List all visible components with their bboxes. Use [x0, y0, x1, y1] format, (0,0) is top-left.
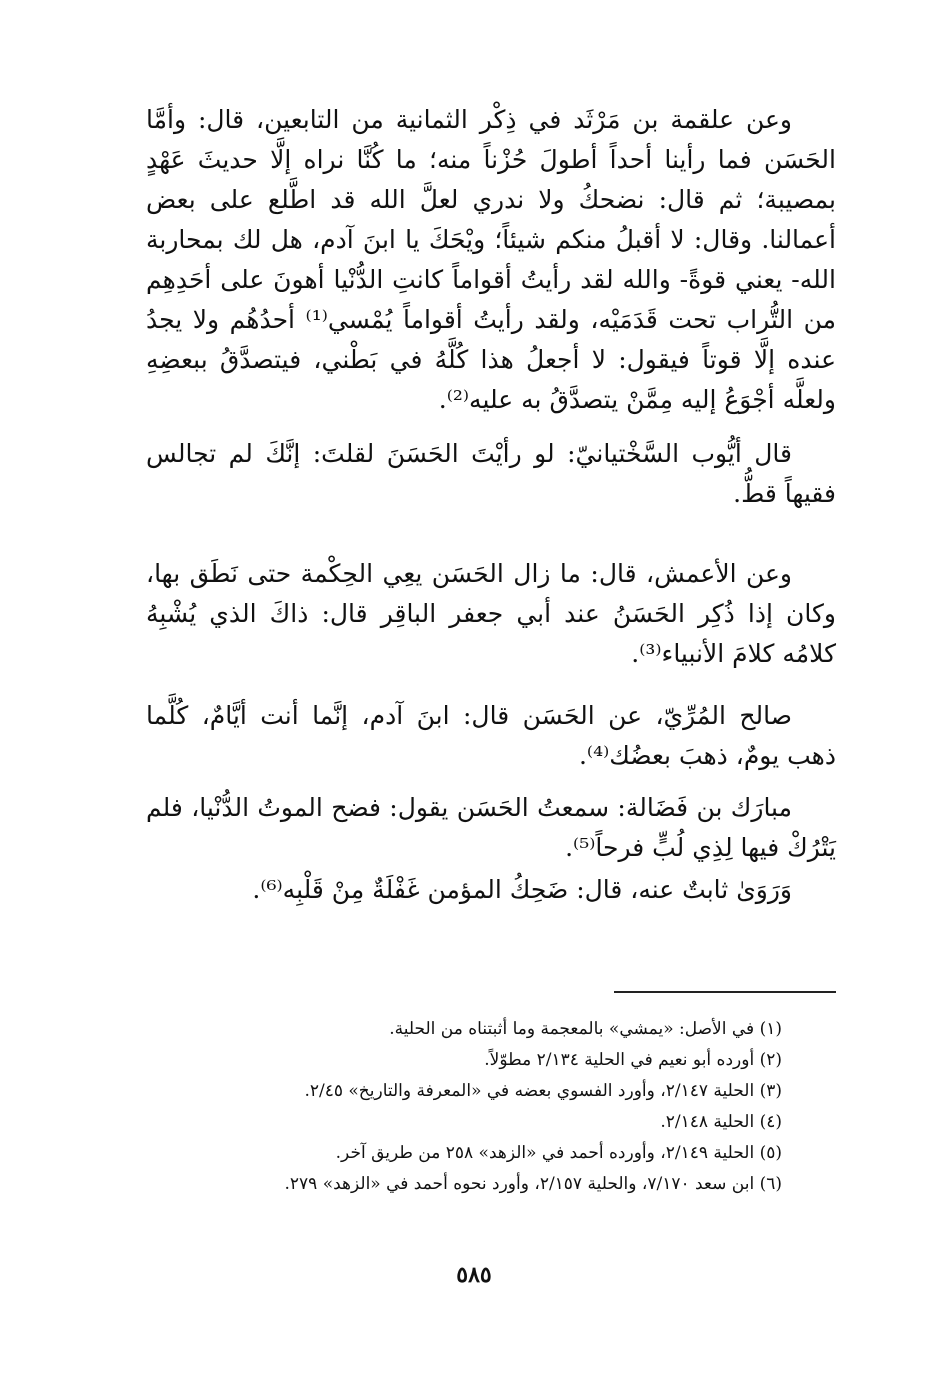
footnote-6: (٦) ابن سعد ٧/١٧٠، والحلية ٢/١٥٧، وأورد نحوه أحمد في «الزهد» ٢٧٩. — [284, 1174, 782, 1194]
paragraph-salih: صالح المُرِّيّ، عن الحَسَن قال: ابنَ آدم، إنَّما أنت أيَّامٌ، كُلَّما ذهب يومٌ، ذهبَ بعضُك⁽⁴⁾. — [146, 701, 836, 770]
paragraph-amash: وعن الأعمش، قال: ما زال الحَسَن يعِي الحِكْمة حتى نَطَق بها، وكان إذا ذُكِر الحَسَنُ عند أبي جعفر الباقِر قال: ذاكَ الذي يُشْبِهُ كلامُه كلامَ الأنبياء⁽³⁾. — [146, 559, 836, 668]
footnote-2: (٢) أورده أبو نعيم في الحلية ٢/١٣٤ مطوّلاً. — [484, 1050, 782, 1070]
footnote-separator — [614, 991, 836, 993]
main-text — [146, 100, 836, 930]
footnote-4: (٤) الحلية ٢/١٤٨. — [660, 1112, 782, 1132]
paragraph-ayyub: قال أيُّوب السَّخْتيانيّ: لو رأيْتَ الحَسَنَ لقلتَ: إنَّكَ لم تجالس فقيهاً قطُّ. — [146, 439, 836, 508]
footnotes — [142, 1014, 782, 1200]
footnote-3: (٣) الحلية ٢/١٤٧، وأورد الفسوي بعضه في «المعرفة والتاريخ» ٢/٤٥. — [304, 1081, 782, 1101]
page-number: ٥٨٥ — [456, 1262, 492, 1288]
footnote-5: (٥) الحلية ٢/١٤٩، وأورده أحمد في «الزهد» ٢٥٨ من طريق آخر. — [335, 1143, 782, 1163]
footnote-1: (١) في الأصل: «يمشي» بالمعجمة وما أثبتناه من الحلية. — [389, 1019, 782, 1039]
paragraph-thabit: وَرَوَىٰ ثابتٌ عنه، قال: ضَحِكُ المؤمن غَفْلَةٌ مِنْ قَلْبِه⁽⁶⁾. — [252, 875, 792, 904]
paragraph-alqama: وعن علقمة بن مَرْثَد في ذِكْر الثمانية من التابعين، قال: وأمَّا الحَسَن فما رأينا أحداً أطولَ حُزْناً منه؛ ما كُنَّا نراه إلَّا حديثَ عَهْدٍ بمصيبة؛ ثم قال: نضحكُ ولا ندري لعلَّ الله قد اطَّلع على بعض أعمالنا. وقال: لا أقبلُ منكم شيئاً؛ ويْحَكَ يا ابنَ آدم، هل لك بمحاربة الله- يعني قوةً- والله لقد رأيتُ أقواماً كانتِ الدُّنْيا أهونَ على أحَدِهِم من التُّراب تحت قَدَمَيْه، ولقد رأيتُ أقواماً يُمْسي⁽¹⁾ أحدُهُم ولا يجدُ عنده إلَّا قوتاً فيقول: لا أجعلُ هذا كُلَّهُ في بَطْني، فيتصدَّقُ ببعضِهِ ولعلَّه أجْوَعُ إليه مِمَّنْ يتصدَّقُ به عليه⁽²⁾. — [146, 105, 836, 414]
paragraph-mubarak: مبارَك بن فَضَالة: سمعتُ الحَسَن يقول: فضح الموتُ الدُّنْيا، فلم يَتْرُكْ فيها لِذِي لُبٍّ فرحاً⁽⁵⁾. — [146, 793, 836, 862]
